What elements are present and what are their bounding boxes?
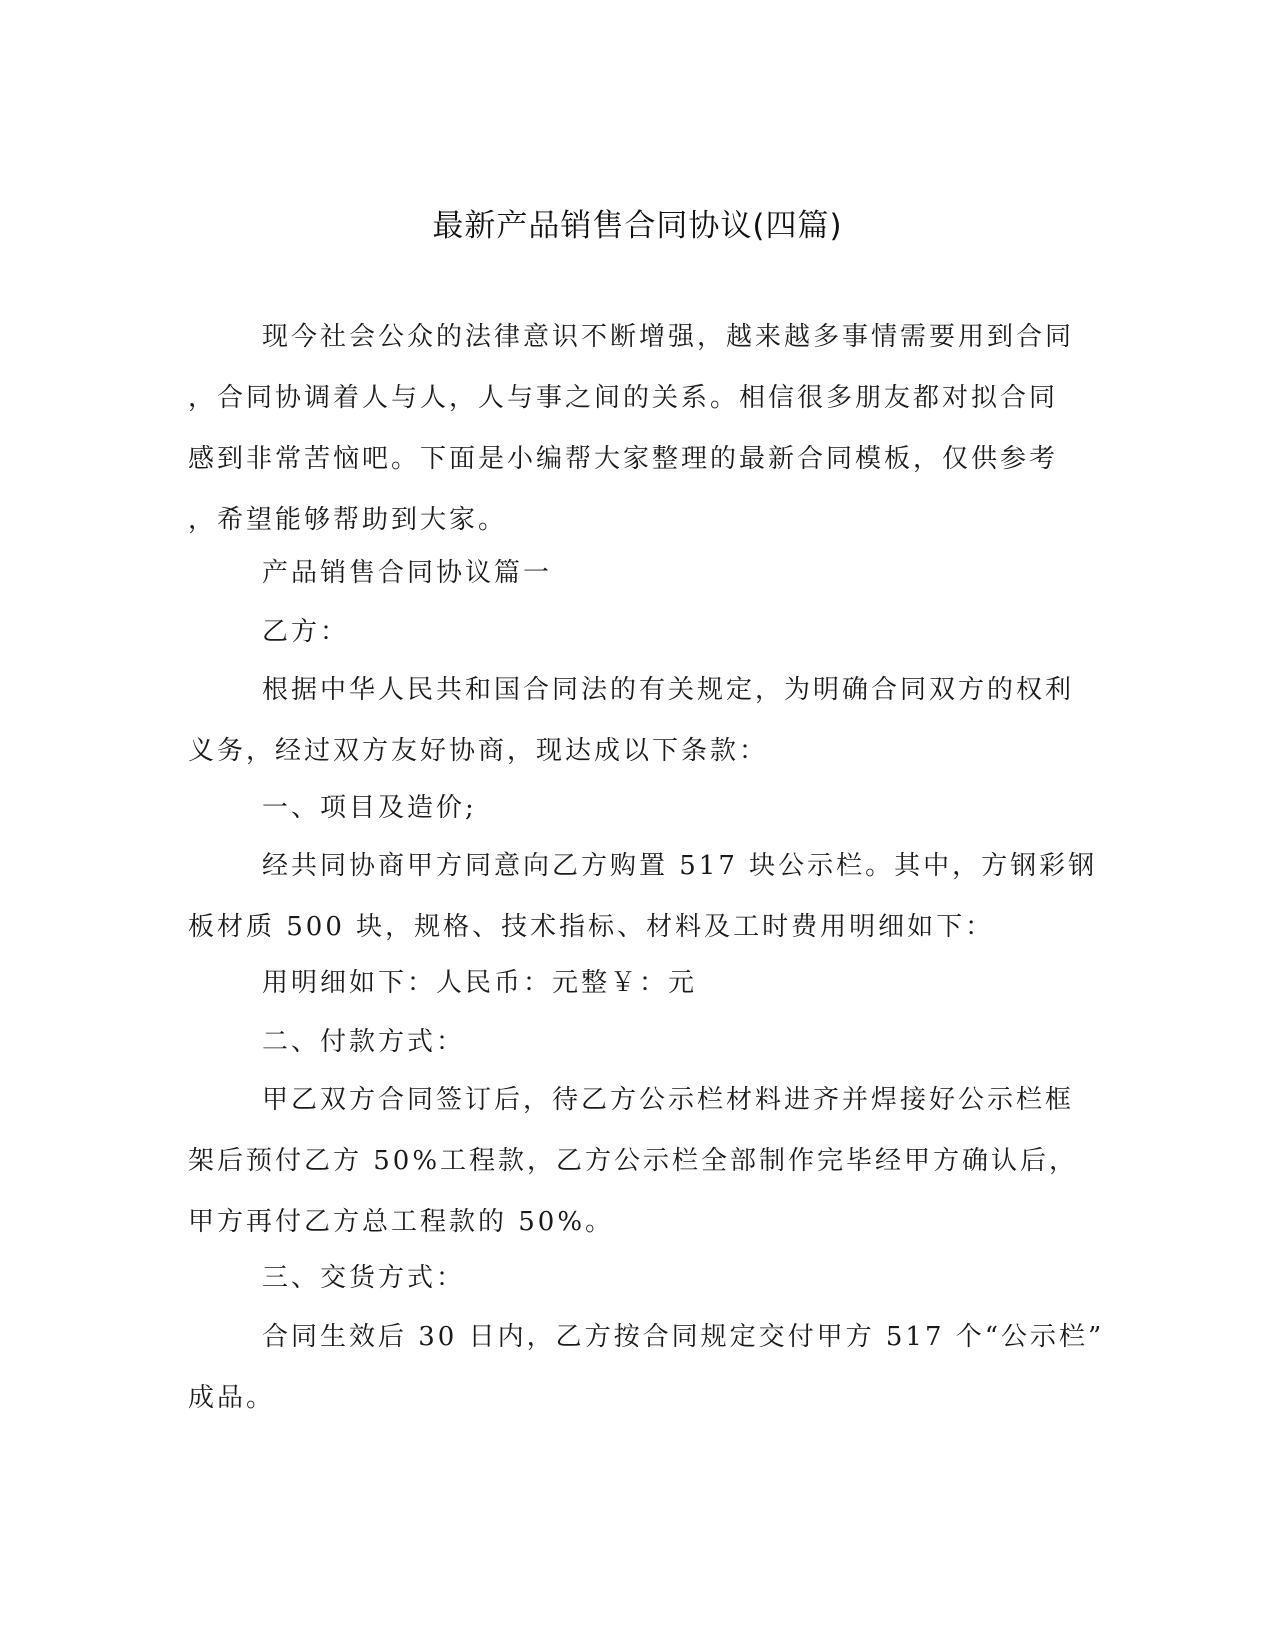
contract-basis-paragraph	[188, 660, 1078, 782]
paragraph-line: 用明细如下：人民币：元整￥：元	[262, 968, 698, 998]
paragraph-line: 义务，经过双方友好协商，现达成以下条款：	[188, 736, 769, 766]
clause-1-paragraph	[188, 836, 1098, 958]
paragraph-line: 三、交货方式：	[262, 1263, 466, 1293]
paragraph-line: 甲乙双方合同签订后，待乙方公示栏材料进齐并焊接好公示栏框	[262, 1085, 1075, 1115]
paragraph-line: 二、付款方式：	[262, 1027, 466, 1057]
clause-heading-2	[188, 1012, 1078, 1073]
paragraph-line: 现今社会公众的法律意识不断增强，越来越多事情需要用到合同	[262, 322, 1075, 352]
clause-3-paragraph	[188, 1307, 1105, 1429]
paragraph-line: 经共同协商甲方同意向乙方购置 517 块公示栏。其中，方钢彩钢	[262, 851, 1098, 881]
paragraph-line: 产品销售合同协议篇一	[262, 558, 553, 588]
paragraph-line: 合同生效后 30 日内，乙方按合同规定交付甲方 517 个“公示栏”	[262, 1322, 1105, 1352]
clause-heading-1	[188, 778, 1078, 839]
paragraph-line: 一、项目及造价;	[262, 793, 477, 823]
party-b-line	[188, 602, 1078, 663]
clause-heading-3	[188, 1248, 1078, 1309]
paragraph-line: 甲方再付乙方总工程款的 50%。	[188, 1207, 615, 1237]
paragraph-line: 成品。	[188, 1383, 276, 1413]
paragraph-line: 根据中华人民共和国合同法的有关规定，为明确合同双方的权利	[262, 675, 1075, 705]
clause-2-paragraph	[188, 1070, 1078, 1253]
paragraph-line: ，希望能够帮助到大家。	[188, 505, 508, 535]
paragraph-line: ，合同协调着人与人，人与事之间的关系。相信很多朋友都对拟合同	[188, 383, 1059, 413]
intro-paragraph	[188, 307, 1078, 551]
paragraph-line: 乙方：	[262, 617, 350, 647]
paragraph-line: 板材质 500 块，规格、技术指标、材料及工时费用明细如下：	[188, 912, 995, 942]
section-heading	[188, 543, 1078, 604]
document-title: 最新产品销售合同协议(四篇)	[432, 208, 843, 244]
price-line	[188, 953, 1078, 1014]
paragraph-line: 架后预付乙方 50%工程款，乙方公示栏全部制作完毕经甲方确认后，	[188, 1146, 1079, 1176]
paragraph-line: 感到非常苦恼吧。下面是小编帮大家整理的最新合同模板，仅供参考	[188, 444, 1059, 474]
